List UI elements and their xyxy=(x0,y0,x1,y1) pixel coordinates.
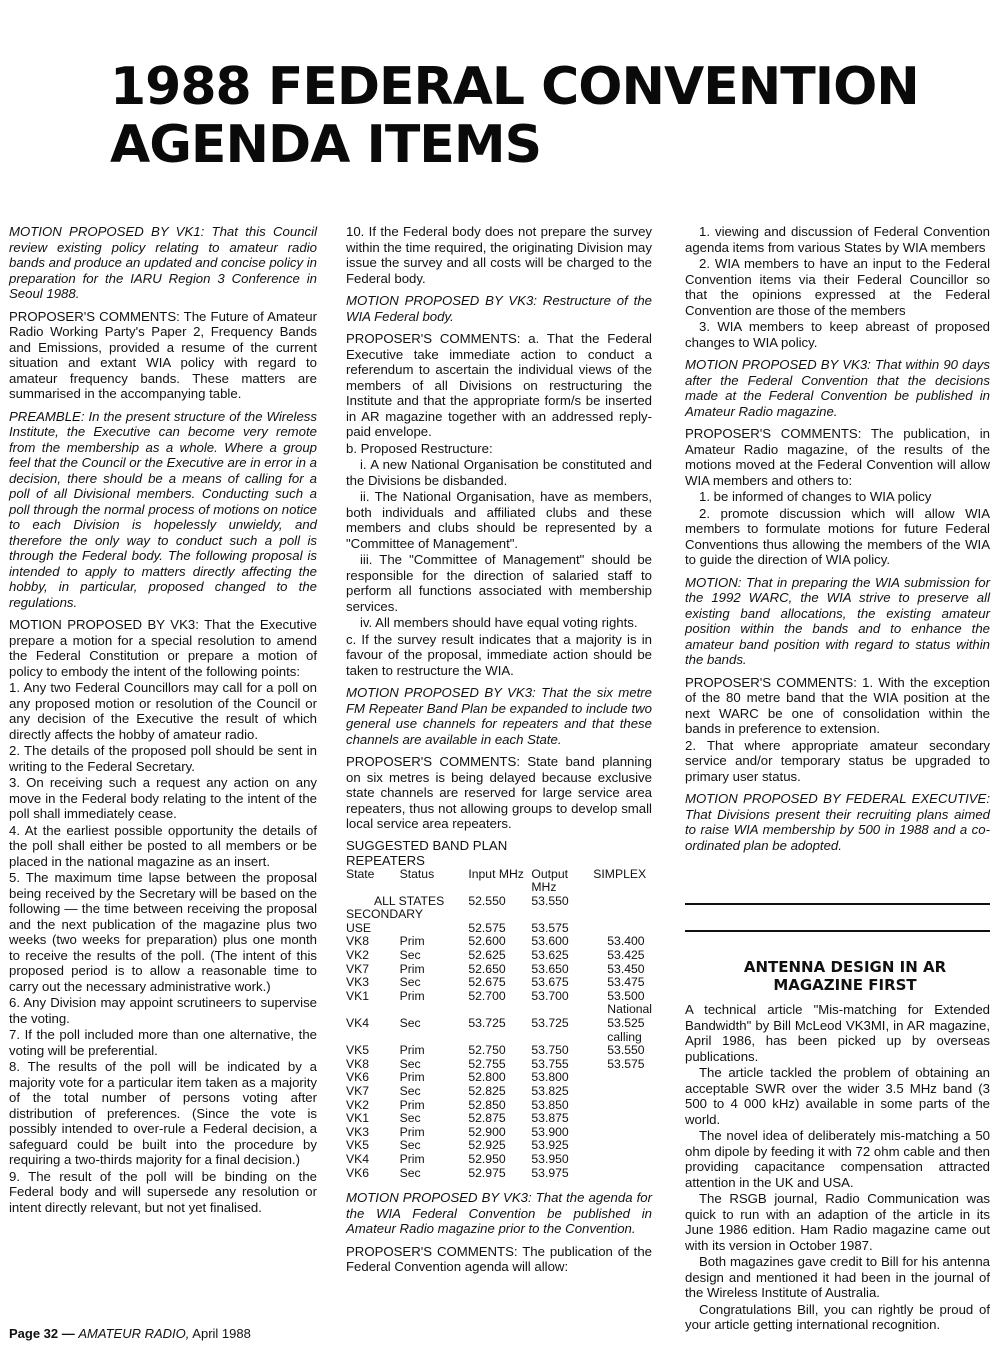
band-cell-simplex xyxy=(587,1085,652,1099)
band-plan-subheading: REPEATERS xyxy=(346,852,425,868)
band-cell-state xyxy=(346,1031,400,1045)
allow-3: 3. WIA members to keep abreast of proposed changes to WIA policy. xyxy=(685,319,990,350)
band-cell-state: VK3 xyxy=(346,1124,370,1139)
band-row xyxy=(346,1112,652,1126)
band-cell-state: VK8 xyxy=(346,934,370,949)
band-cell-status: Sec xyxy=(399,1056,421,1071)
band-cell-simplex: 53.550 xyxy=(607,1043,645,1058)
column-3 xyxy=(685,224,990,860)
band-row xyxy=(346,1085,652,1099)
band-cell-status: Sec xyxy=(399,1138,421,1153)
restructure-iv: iv. All members should have equal voting rights. xyxy=(360,615,638,630)
point-3: 3. On receiving such a request any action on any move in the Federal body relating to the intent of the poll shall immediately cease. xyxy=(9,775,317,821)
band-row xyxy=(346,1126,652,1140)
secondary-label: SECONDARY xyxy=(346,907,423,922)
col-header-output: Output MHz xyxy=(531,866,568,895)
band-cell-simplex: 53.500 xyxy=(607,988,645,1003)
divider-bottom xyxy=(685,930,990,932)
column-2 xyxy=(346,224,652,1282)
band-row xyxy=(346,1099,652,1113)
band-cell-state: VK4 xyxy=(346,1151,370,1166)
band-cell-input: 52.750 xyxy=(468,1043,506,1058)
band-cell-state xyxy=(346,1003,400,1017)
footer-magazine: AMATEUR RADIO, xyxy=(78,1326,190,1341)
band-row-use xyxy=(346,922,652,936)
col-header-input: Input MHz xyxy=(468,866,524,881)
band-row-secondary xyxy=(346,908,652,922)
band-cell-output: 53.750 xyxy=(531,1043,569,1058)
band-cell-simplex: 53.400 xyxy=(607,934,645,949)
band-cell-input: 52.755 xyxy=(468,1056,506,1071)
all-states-label: ALL STATES xyxy=(374,893,445,908)
band-cell-status: Prim xyxy=(399,961,425,976)
band-cell-input: 52.850 xyxy=(468,1097,506,1112)
band-row-all-states xyxy=(346,895,652,909)
motion-federal-executive: MOTION PROPOSED BY FEDERAL EXECUTIVE: That Divisions present their recruiting plans aimed to raise WIA membership by 500 in 1988 and a co-ordinated plan be adopted. xyxy=(685,791,990,853)
band-plan-header-row xyxy=(346,868,652,895)
band-cell-status: Sec xyxy=(399,1016,421,1031)
point-7: 7. If the poll included more than one alternative, the voting will be preferential. xyxy=(9,1027,317,1058)
band-cell-input: 52.675 xyxy=(468,975,506,990)
band-cell-simplex: 53.475 xyxy=(607,975,645,990)
band-cell-state: VK1 xyxy=(346,988,370,1003)
band-row xyxy=(346,935,652,949)
band-row xyxy=(346,1017,652,1031)
band-cell-state: VK5 xyxy=(346,1043,370,1058)
band-row xyxy=(346,1167,652,1181)
band-cell-input: 52.800 xyxy=(468,1070,506,1085)
band-cell-input: 52.975 xyxy=(468,1165,506,1180)
use-label: USE xyxy=(346,920,372,935)
band-cell-input xyxy=(468,1031,531,1045)
band-cell-simplex xyxy=(587,1167,652,1181)
band-row xyxy=(346,1153,652,1167)
band-cell-output: 53.675 xyxy=(531,975,569,990)
band-cell-input: 52.825 xyxy=(468,1084,506,1098)
band-cell-output: 53.825 xyxy=(531,1084,569,1098)
band-cell-output: 53.975 xyxy=(531,1165,569,1180)
band-cell-input xyxy=(468,1003,531,1017)
band-cell-status xyxy=(400,1031,469,1045)
warc-comment-2: 2. That where appropriate amateur secondary service and/or temporary status be upgraded to primary user status. xyxy=(685,737,990,784)
agenda-comments: PROPOSER'S COMMENTS: The publication of the Federal Convention agenda will allow: xyxy=(346,1243,652,1275)
band-cell-input: 52.600 xyxy=(468,934,506,949)
band-row xyxy=(346,1031,652,1045)
all-states-input: 52.550 xyxy=(468,893,506,908)
article-para-5: Both magazines gave credit to Bill for his antenna design and mentioned it had been in the journal of the Wireless Institute of Australia. xyxy=(685,1254,990,1300)
band-cell-status: Prim xyxy=(399,1043,425,1058)
point-1: 1. Any two Federal Councillors may call for a poll on any proposed motion or resolution of the Council or any decision of the Executive the result of which directly affects the hobby of amateur radio. xyxy=(9,680,317,742)
band-cell-state: VK6 xyxy=(346,1070,370,1085)
band-cell-output: 53.700 xyxy=(531,988,569,1003)
article-para-3: The novel idea of deliberately mis-matching a 50 ohm dipole by feeding it with 72 ohm cable and then providing capacitance compensation attracted attention in the UK and USA. xyxy=(685,1128,990,1190)
band-cell-output xyxy=(531,1003,587,1017)
article-body xyxy=(685,1002,990,1334)
band-plan-table xyxy=(346,868,652,1181)
footer-page: Page 32 — xyxy=(9,1326,75,1341)
band-cell-simplex xyxy=(587,1112,652,1126)
band-cell-simplex: 53.450 xyxy=(607,961,645,976)
restructure-c: c. If the survey result indicates that a majority is in favour of the proposal, immediate action should be taken to restructure the WIA. xyxy=(346,631,652,678)
band-row xyxy=(346,1044,652,1058)
publish-2: 2. promote discussion which will allow WIA members to formulate motions for future Federal Conventions thus allowing the members of the WIA to guide the direction of WIA policy. xyxy=(685,505,990,567)
use-input: 52.575 xyxy=(468,920,506,935)
band-cell-input: 52.875 xyxy=(468,1111,506,1126)
article-para-2: The article tackled the problem of obtaining an acceptable SWR over the wider 3.5 MHz band (3 500 to 4 000 kHz) available in some parts of the world. xyxy=(685,1065,990,1127)
band-cell-simplex: 53.575 xyxy=(607,1056,645,1071)
preamble: PREAMBLE: In the present structure of the Wireless Institute, the Executive can become very remote from the membership as a whole. Where a group feel that the Council or the Executive are in error in a decision, there should be a means of calling for a poll of all Divisional members. Conducting such a poll through the normal process of motions on notice to each Division is hopelessly unwieldy, and therefore the only way to conduct such a poll is through the Federal body. The following proposal is intended to apply to matters directly affecting the hobby, in particular, proposed changed to the regulations. xyxy=(9,408,317,610)
publish-1: 1. be informed of changes to WIA policy xyxy=(699,489,932,504)
band-cell-simplex xyxy=(587,1071,652,1085)
band-cell-state: VK8 xyxy=(346,1056,370,1071)
band-row xyxy=(346,1071,652,1085)
use-output: 53.575 xyxy=(531,920,569,935)
motion-vk3-restructure: MOTION PROPOSED BY VK3: Restructure of the WIA Federal body. xyxy=(346,293,652,324)
motion-vk1: MOTION PROPOSED BY VK1: That this Council review existing policy relating to amateur radio bands and produce an updated and concise policy in preparation for the IARU Region 3 Conference in Seoul 1988. xyxy=(9,224,317,301)
restructure-i: i. A new National Organisation be constituted and the Divisions be disbanded. xyxy=(346,457,652,488)
motion-vk3-six-metre: MOTION PROPOSED BY VK3: That the six metre FM Repeater Band Plan be expanded to include two general use channels for repeaters and that these channels are available in each State. xyxy=(346,685,652,747)
band-cell-status: Sec xyxy=(399,1111,421,1126)
band-row xyxy=(346,990,652,1004)
band-cell-simplex xyxy=(587,1153,652,1167)
band-cell-state: VK7 xyxy=(346,1084,370,1098)
point-8: 8. The results of the poll will be indicated by a majority vote for a particular item taken as a majority of the total number of persons voting after distribution of preferences. (Since the vote is possibly intended to over-rule a Federal decision, a safeguard could be built into the procedure by requiring a two-thirds majority for a final decision.) xyxy=(9,1059,317,1167)
restructure-ii: ii. The National Organisation, have as members, both individuals and affiliated clubs and these members and clubs should be represented by a "Committee of Management". xyxy=(346,489,652,551)
article-para-6: Congratulations Bill, you can rightly be proud of your article getting international recognition. xyxy=(685,1301,990,1332)
band-cell-status: Sec xyxy=(399,948,421,963)
band-cell-output: 53.800 xyxy=(531,1070,569,1085)
band-row xyxy=(346,949,652,963)
band-cell-state: VK4 xyxy=(346,1016,370,1031)
divider-top xyxy=(685,903,990,905)
band-cell-input: 53.725 xyxy=(468,1016,506,1031)
band-cell-status: Sec xyxy=(399,975,421,990)
band-cell-status: Prim xyxy=(399,1151,425,1166)
col-header-simplex: SIMPLEX xyxy=(593,866,647,881)
title-line-1: 1988 FEDERAL CONVENTION xyxy=(110,57,919,117)
band-cell-output: 53.625 xyxy=(531,948,569,963)
band-cell-state: VK7 xyxy=(346,961,370,976)
point-9: 9. The result of the poll will be binding on the Federal body and will supersede any resolution or intent directly relevant, but not yet finalised. xyxy=(9,1168,317,1215)
point-5: 5. The maximum time lapse between the proposal being received by the Secretary will be based on the following — the time between receiving the proposal and the next publication of the magazine plus two weeks (two weeks for preparation) plus one month to receive the results of the poll. (The intent of this proposed period is to allow a reasonable time to carry out the necessary administrative work.) xyxy=(9,870,317,994)
point-10: 10. If the Federal body does not prepare the survey within the time required, the originating Division may issue the survey and all costs will be charged to the Federal body. xyxy=(346,224,652,286)
point-4: 4. At the earliest possible opportunity the details of the poll shall either be posted to all members or be placed in the national magazine as an insert. xyxy=(9,822,317,869)
band-cell-output: 53.755 xyxy=(531,1056,569,1071)
band-cell-status: Sec xyxy=(399,1165,421,1180)
band-cell-output: 53.875 xyxy=(531,1111,569,1126)
band-plan-heading: SUGGESTED BAND PLAN xyxy=(346,837,508,853)
motion-warc: MOTION: That in preparing the WIA submission for the 1992 WARC, the WIA strive to preserve all existing band allocations, the existing amateur position within the bands and to enhance the amateur band position with regard to status within the bands. xyxy=(685,574,990,667)
motion-vk3-poll: MOTION PROPOSED BY VK3: That the Executive prepare a motion for a special resolution to amend the Federal Constitution or prepare a motion of policy to embody the intent of the following points: xyxy=(9,617,317,679)
band-cell-output: 53.725 xyxy=(531,1016,569,1031)
band-cell-state: VK1 xyxy=(346,1111,370,1126)
band-row xyxy=(346,1058,652,1072)
band-cell-output: 53.850 xyxy=(531,1097,569,1112)
band-cell-simplex xyxy=(587,1099,652,1113)
band-cell-status: Sec xyxy=(399,1084,421,1098)
band-row xyxy=(346,963,652,977)
six-metre-comments: PROPOSER'S COMMENTS: State band planning on six metres is being delayed because exclusive state channels are reserved for large service area repeaters, thus not allowing groups to develop small local service area repeaters. xyxy=(346,754,652,831)
band-cell-input: 52.950 xyxy=(468,1151,506,1166)
band-cell-state: VK3 xyxy=(346,975,370,990)
all-states-output: 53.550 xyxy=(531,893,569,908)
article-para-4: The RSGB journal, Radio Communication was quick to run with an adaption of the article in its June 1986 edition. Ham Radio magazine came out with its version in October 1987. xyxy=(685,1191,990,1253)
band-cell-state: VK6 xyxy=(346,1165,370,1180)
band-cell-output: 53.600 xyxy=(531,934,569,949)
restructure-comments: PROPOSER'S COMMENTS: a. That the Federal Executive take immediate action to conduct a referendum to ascertain the individual views of the members of all Divisions on restructuring the Institute and that the appropriate form/s be inserted in AR magazine together with an addressed reply-paid envelope. xyxy=(346,331,652,439)
band-row xyxy=(346,1139,652,1153)
band-cell-status: Prim xyxy=(399,988,425,1003)
band-row xyxy=(346,976,652,990)
point-6: 6. Any Division may appoint scrutineers to supervise the voting. xyxy=(9,995,317,1026)
article-title: ANTENNA DESIGN IN AR MAGAZINE FIRST xyxy=(743,958,947,994)
band-row xyxy=(346,1003,652,1017)
warc-comments: PROPOSER'S COMMENTS: 1. With the exception of the 80 metre band that the WIA position at the next WARC be one of consolidation within the bands in preference to extension. xyxy=(685,674,990,736)
band-cell-status xyxy=(400,1003,469,1017)
band-cell-output: 53.925 xyxy=(531,1138,569,1153)
band-cell-simplex: National xyxy=(607,1002,652,1017)
band-cell-input: 52.700 xyxy=(468,988,506,1003)
band-cell-state: VK2 xyxy=(346,948,370,963)
allow-1: 1. viewing and discussion of Federal Convention agenda items from various States by WIA members xyxy=(685,224,990,255)
publish-comments: PROPOSER'S COMMENTS: The publication, in Amateur Radio magazine, of the results of the motions moved at the Federal Convention will allow WIA members and others to: xyxy=(685,426,990,488)
band-cell-output: 53.900 xyxy=(531,1124,569,1139)
band-cell-status: Prim xyxy=(399,934,425,949)
page-footer xyxy=(9,1326,251,1341)
band-cell-status: Prim xyxy=(399,1124,425,1139)
proposed-restructure: b. Proposed Restructure: xyxy=(346,440,493,456)
footer-date: April 1988 xyxy=(192,1326,251,1341)
col-header-state: State xyxy=(346,866,375,881)
motion-vk3-publish: MOTION PROPOSED BY VK3: That within 90 days after the Federal Convention that the decisions made at the Federal Convention be published in Amateur Radio magazine. xyxy=(685,357,990,419)
band-cell-state: VK5 xyxy=(346,1138,370,1153)
proposer-comments: PROPOSER'S COMMENTS: The Future of Amateur Radio Working Party's Paper 2, Frequency Bands and Emissions, provided a resume of the current situation and extant WIA policy with regard to amateur frequency bands. These matters are summarised in the accompanying table. xyxy=(9,308,317,401)
allow-2: 2. WIA members to have an input to the Federal Convention items via their Federal Councillor so that the opinions expressed at the Federal Convention are those of the members xyxy=(685,256,990,318)
band-cell-input: 52.625 xyxy=(468,948,506,963)
band-cell-status: Prim xyxy=(399,1097,425,1112)
title-line-2: AGENDA ITEMS xyxy=(110,115,542,175)
band-cell-output: 53.650 xyxy=(531,961,569,976)
band-cell-simplex xyxy=(587,1126,652,1140)
band-cell-simplex: calling xyxy=(607,1029,642,1044)
band-cell-output xyxy=(531,1031,587,1045)
point-2: 2. The details of the proposed poll should be sent in writing to the Federal Secretary. xyxy=(9,743,317,774)
band-cell-simplex: 53.425 xyxy=(607,948,645,963)
restructure-iii: iii. The "Committee of Management" should be responsible for the direction of salaried staff to perform all functions associated with membership services. xyxy=(346,552,652,614)
band-cell-input: 52.925 xyxy=(468,1138,506,1153)
band-cell-status: Prim xyxy=(399,1070,425,1085)
article-para-1: A technical article "Mis-matching for Extended Bandwidth" by Bill McLeod VK3MI, in AR magazine, April 1986, has been picked up by overseas publications. xyxy=(685,1002,990,1064)
page-title xyxy=(110,58,919,174)
band-cell-output: 53.950 xyxy=(531,1151,569,1166)
motion-vk3-agenda: MOTION PROPOSED BY VK3: That the agenda for the WIA Federal Convention be published in Amateur Radio magazine prior to the Convention. xyxy=(346,1190,652,1237)
band-cell-simplex: 53.525 xyxy=(607,1016,645,1031)
col-header-status: Status xyxy=(399,866,435,881)
band-cell-state: VK2 xyxy=(346,1097,370,1112)
column-1 xyxy=(9,224,317,1216)
band-cell-simplex xyxy=(587,1139,652,1153)
band-cell-input: 52.900 xyxy=(468,1124,506,1139)
band-cell-input: 52.650 xyxy=(468,961,506,976)
